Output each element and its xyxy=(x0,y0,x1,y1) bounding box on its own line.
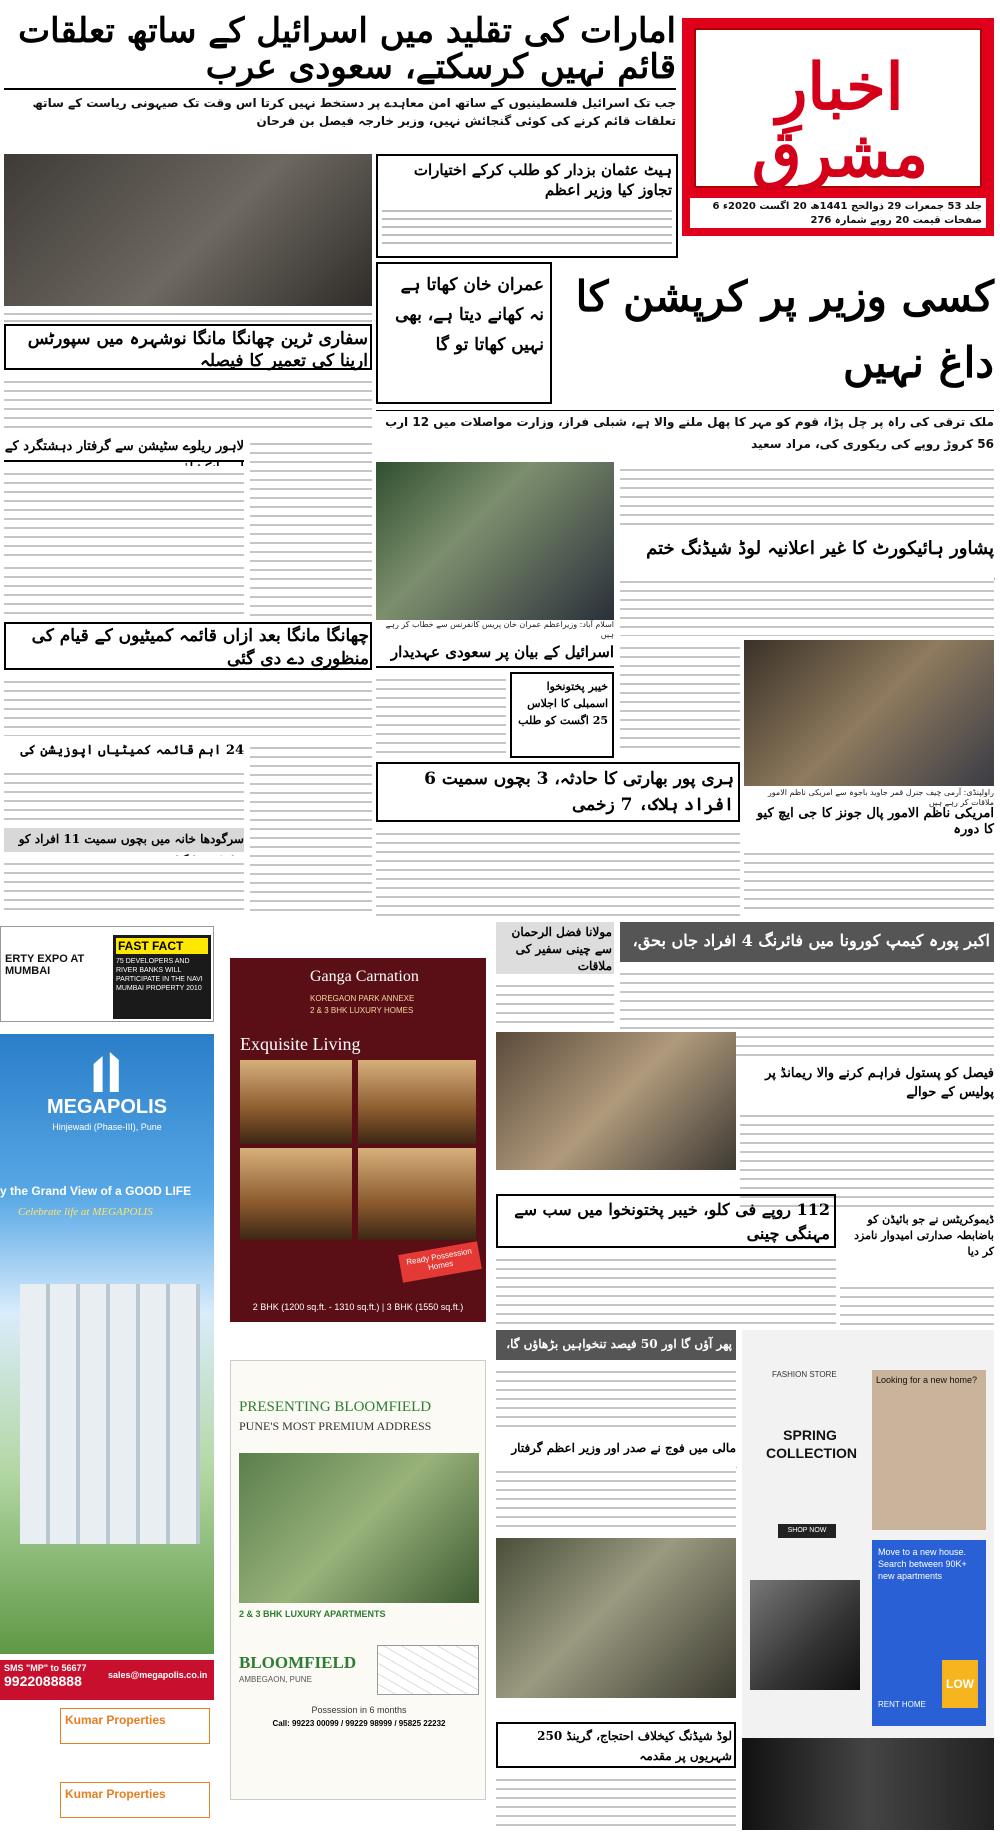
expo-banner xyxy=(0,926,214,1022)
bail-headline: فیصل کو پستول فراہم کرنے والا ریمانڈ پر پولیس کے حوالے xyxy=(765,1066,994,1100)
masthead-logo-frame xyxy=(694,28,982,193)
ganga-sub: KOREGAON PARK ANNEXE xyxy=(310,994,415,1003)
fast-fact-text: 75 DEVELOPERS AND RIVER BANKS WILL PARTICIPATE IN THE NAVI MUMBAI PROPERTY 2010 xyxy=(116,958,203,992)
bloomfield-head: PRESENTING BLOOMFIELD xyxy=(239,1399,432,1415)
mid-story-6-text xyxy=(744,846,994,916)
mid-story-4-text xyxy=(376,672,506,758)
shop-now-button[interactable]: SHOP NOW xyxy=(778,1524,836,1538)
assembly-meeting-box xyxy=(510,672,614,758)
bloomfield-possession: Possession in 6 months xyxy=(311,1705,407,1715)
expo-title: ERTY EXPO AT MUMBAI xyxy=(5,953,85,977)
lead-intro: جب تک اسرائیل فلسطینیوں کے ساتھ امن معاہدے پر دستخط نہیں کرتا اس وقت تک صیہونی ریاست کے ساتھ تعلقات قائم کرنے کی کوئی گنجائش نہیں، وزیر خارجہ فیصل بن فرحان xyxy=(32,96,676,128)
ganga-room-image-2 xyxy=(358,1060,476,1144)
bloomfield-apartments: 2 & 3 BHK LUXURY APARTMENTS xyxy=(239,1609,386,1619)
ganga-footer: 2 BHK (1200 sq.ft. - 1310 sq.ft.) | 3 BHK (1550 sq.ft.) xyxy=(252,1302,464,1312)
left-headline-1: سفاری ٹرین چھانگا مانگا نوشہرہ میں سپورٹس ارینا کی تعمیر کا فیصلہ xyxy=(4,324,372,370)
kumar-properties-text-2: Kumar Properties xyxy=(65,1787,166,1801)
press-conference-caption: اسلام آباد: وزیراعظم عمران خان پریس کانفرنس سے خطاب کر رہے ہیں xyxy=(385,620,614,639)
left-story-8-text xyxy=(250,740,372,916)
bloomfield-brand: BLOOMFIELD xyxy=(239,1653,357,1672)
loadshedding-story-text xyxy=(496,1772,736,1830)
kumar-properties-logo-2 xyxy=(60,1782,210,1818)
megapolis-panel xyxy=(0,1034,214,1654)
masthead-issue-line: جلد 53 جمعرات 29 ذوالحج 1441ھ 20 اگست 2020ء 6 صفحات قیمت 20 روپے شمارہ 276 xyxy=(690,198,986,228)
left-story-1-text xyxy=(4,374,372,434)
megapolis-contact-bar xyxy=(0,1660,214,1700)
israel-headline: اسرائیل کے بیان پر سعودی عہدیدار xyxy=(376,638,614,668)
ganga-room-image-3 xyxy=(240,1148,352,1240)
lead-title: اسرائیل کے ساتھ تعلقات قائم نہیں کرسکتے، سعودی عرب xyxy=(18,11,676,87)
main-ticker: ملک ترقی کی راہ پر چل پڑا، قوم کو مہر کا پھل ملنے والا ہے، شبلی فراز، وزارت مواصلات میں 12 ارب 56 کروڑ روپے کی ریکوری کی، مراد سعید xyxy=(376,410,994,458)
left-headline-5: سرگودھا خانہ میں بچوں سمیت 11 افراد کو xyxy=(4,828,244,852)
mali-headline: مالی میں فوج نے صدر اور وزیر اعظم گرفتار xyxy=(511,1441,736,1455)
bloomfield-location-map xyxy=(377,1645,479,1695)
masthead xyxy=(682,18,994,236)
zardari-story-text xyxy=(496,1364,736,1432)
megapolis-ad[interactable] xyxy=(0,922,218,1834)
kumar-properties-text: Kumar Properties xyxy=(65,1713,166,1727)
low-price-badge: LOW xyxy=(942,1660,978,1708)
left-story-7-text xyxy=(4,856,244,916)
fazal-meeting-photo xyxy=(496,1032,736,1170)
megapolis-grand: y the Grand View of a GOOD LIFE xyxy=(0,1184,192,1198)
left-story-6-text xyxy=(4,766,244,824)
cabinet-caption xyxy=(4,308,372,322)
democrats-headline: ڈیموکریٹس نے جو بائیڈن کو باضابطہ صدارتی امیدوار نامزد کر دیا xyxy=(854,1213,994,1258)
spring-collection: SPRING COLLECTION xyxy=(766,1427,857,1461)
inline-box-headline: ہیٹ عثمان بزدار کو طلب کرکے اختیارات تجاوز کیا وزیر اعظم xyxy=(413,161,672,199)
mid-story-1-text xyxy=(620,462,994,526)
ganga-sub2: 2 & 3 BHK LUXURY HOMES xyxy=(310,1006,414,1015)
accident-headline: ہری پور بھارتی کا حادثہ، 3 بچوں سمیت 6 افراد ہلاک، 7 زخمی xyxy=(376,762,740,822)
mali-soldiers-photo xyxy=(496,1538,736,1698)
corruption-headline: کسی وزیر پر کرپشن کا داغ نہیں xyxy=(575,272,994,387)
ghq-visit-caption: راولپنڈی: آرمی چیف جنرل قمر جاوید باجوہ سے امریکی ناظم الامور ملاقات کر رہے ہیں xyxy=(767,788,994,807)
megapolis-logo-icon xyxy=(90,1052,126,1092)
mid-story-5-text xyxy=(376,826,740,916)
megapolis-sms: SMS "MP" to 56677 xyxy=(4,1663,87,1673)
new-home-card xyxy=(872,1370,986,1530)
ghq-visit-headline: امریکی ناظم الامور پال جونز کا جی ایچ کیو کا دورہ xyxy=(756,806,994,837)
megapolis-brand: MEGAPOLIS xyxy=(46,1096,167,1118)
bloomfield-couple-photo xyxy=(239,1453,479,1603)
assembly-meeting-text: خیبر پختونخوا اسمبلی کا اجلاس 25 اگست کو طلب xyxy=(518,680,608,727)
move-house-text: Move to a new house. Search between 90K+ new apartments xyxy=(878,1547,967,1581)
mid-story-3-text xyxy=(620,640,740,752)
megapolis-phone: 9922088888 xyxy=(4,1673,82,1689)
loadshedding-headline: لوڈ شیڈنگ کیخلاف احتجاج، گرینڈ 250 شہریوں پر مقدمہ xyxy=(496,1722,736,1768)
fashion-store-ad[interactable] xyxy=(742,1330,994,1830)
democrats-story-text xyxy=(840,1280,994,1326)
sneaker-image xyxy=(750,1580,860,1690)
bloomfield-place: AMBEGAON, PUNE xyxy=(239,1675,312,1684)
lead-kicker: امارات کی تقلید میں xyxy=(379,11,676,51)
left-story-4-text xyxy=(4,560,244,618)
bloomfield-sub: PUNE'S MOST PREMIUM ADDRESS xyxy=(239,1419,432,1433)
ganga-ready-badge: Ready Possession Homes xyxy=(398,1241,482,1282)
left-story-5-text xyxy=(4,674,372,736)
zardari-headline: پھر آؤں گا اور 50 فیصد تنخواہیں بڑھاؤں گا، xyxy=(496,1330,736,1360)
mali-story-text xyxy=(496,1464,736,1534)
new-home-text: Looking for a new home? xyxy=(876,1375,978,1385)
left-story-2-text xyxy=(4,466,244,556)
megapolis-email[interactable]: sales@megapolis.co.in xyxy=(108,1670,208,1680)
ganga-carnation-ad[interactable] xyxy=(230,958,486,1322)
inline-box-text xyxy=(382,204,672,250)
ganga-room-image-4 xyxy=(358,1148,476,1240)
fazal-headline: مولانا فضل الرحمان سے چینی سفیر کی ملاقات xyxy=(496,922,614,974)
move-house-card xyxy=(872,1540,986,1726)
fast-fact-box xyxy=(113,935,211,1019)
ghq-visit-photo xyxy=(744,640,994,786)
fire-headline: اکبر پورہ کیمپ کورونا میں فائرنگ 4 افراد جاں بحق، xyxy=(620,922,994,962)
imran-quote-text: عمران خان کھاتا ہے نہ کھانے دیتا ہے، بھی نہیں کھاتا تو گا xyxy=(395,275,544,355)
bloomfield-ad[interactable] xyxy=(230,1360,486,1800)
left-headline-2: لاہور ریلوے سٹیشن سے گرفتار دہشتگرد کے xyxy=(4,436,244,462)
fashion-store-label: FASHION STORE xyxy=(772,1370,837,1379)
mid-story-2-text xyxy=(620,574,994,636)
ganga-headline: Exquisite Living xyxy=(240,1034,361,1054)
megapolis-sub: Hinjewadi (Phase-III), Pune xyxy=(52,1122,162,1132)
cabinet-meeting-photo xyxy=(4,154,372,306)
bloomfield-call: Call: 99223 00099 / 99229 98999 / 95825 22232 xyxy=(272,1719,446,1728)
masthead-title: اخبارِ مشرق xyxy=(751,50,929,193)
fast-fact-title: FAST FACT xyxy=(116,938,208,954)
imran-quote-box xyxy=(376,262,552,404)
left-headline-4: 24 اہم قائمہ کمیٹیاں اپوزیشن کی xyxy=(20,743,244,758)
megapolis-tagline: Celebrate life at MEGAPOLIS xyxy=(18,1206,153,1218)
press-conference-photo xyxy=(376,462,614,620)
kumar-properties-logo xyxy=(60,1708,210,1744)
ganga-room-image-1 xyxy=(240,1060,352,1144)
left-story-3-text xyxy=(250,436,372,618)
lead-rule xyxy=(4,88,676,90)
lead-headline xyxy=(4,11,676,87)
megapolis-towers-image xyxy=(20,1284,200,1544)
house-dark-image xyxy=(742,1738,994,1830)
inline-news-box xyxy=(376,154,678,258)
ganga-brand: Ganga Carnation xyxy=(310,968,419,985)
fazal-story-text xyxy=(496,978,614,1028)
gas-headline: پشاور ہائیکورٹ کا غیر اعلانیہ لوڈ شیڈنگ ختم xyxy=(646,538,994,559)
rent-home-label: RENT HOME xyxy=(878,1700,926,1709)
bail-story-text xyxy=(740,1108,994,1208)
left-headline-3: چھانگا مانگا بعد ازاں قائمہ کمیٹیوں کے قیام کی منظوری دے دی گئی xyxy=(4,622,372,670)
sugar-story-text xyxy=(496,1252,836,1326)
sugar-headline: 112 روپے فی کلو، خیبر پختونخوا میں سب سے مہنگی چینی xyxy=(496,1194,836,1248)
